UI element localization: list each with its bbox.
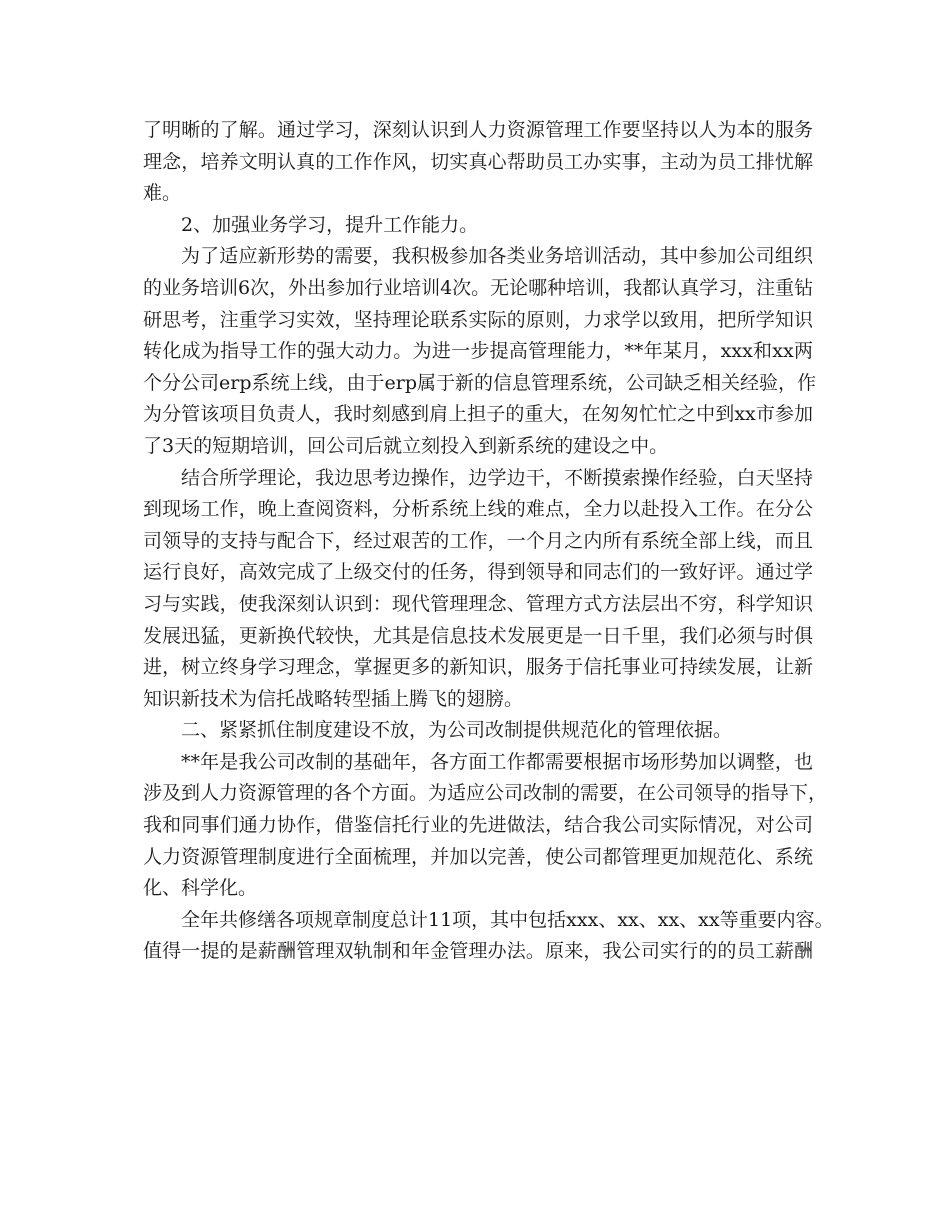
text-line: 到现场工作，晚上查阅资料，分析系统上线的难点，全力以赴投入工作。在分公 (143, 498, 813, 521)
text-line: 涉及到人力资源管理的各个方面。为适应公司改制的需要，在公司领导的指导下， (143, 782, 828, 805)
text-line: 进，树立终身学习理念，掌握更多的新知识，服务于信托事业可持续发展，让新 (143, 656, 813, 679)
text-line: 理念，培养文明认真的工作作风，切实真心帮助员工办实事，主动为员工排忧解 (143, 150, 813, 173)
text-line: 化、科学化。 (143, 877, 258, 900)
text-line: 运行良好，高效完成了上级交付的任务，得到领导和同志们的一致好评。通过学 (143, 561, 813, 584)
text-line: 结合所学理论，我边思考边操作，边学边干，不断摸索操作经验，白天坚持 (181, 466, 813, 489)
text-line: 知识新技术为信托战略转型插上腾飞的翅膀。 (143, 687, 524, 710)
text-line: 我和同事们通力协作，借鉴信托行业的先进做法，结合我公司实际情况，对公司 (143, 814, 813, 837)
section-heading: 二、紧紧抓住制度建设不放，为公司改制提供规范化的管理依据。 (181, 719, 733, 742)
text-line: 为了适应新形势的需要，我积极参加各类业务培训活动，其中参加公司组织 (181, 245, 813, 268)
text-line: 了3天的短期培训，回公司后就立刻投入到新系统的建设之中。 (143, 434, 669, 457)
text-line: 值得一提的是薪酬管理双轨制和年金管理办法。原来，我公司实行的的员工薪酬 (143, 940, 813, 963)
text-line: 转化成为指导工作的强大动力。为进一步提高管理能力，**年某月，xxx和xx两 (143, 340, 813, 363)
text-line: 的业务培训6次，外出参加行业培训4次。无论哪种培训，我都认真学习，注重钻 (143, 276, 814, 299)
text-line: 发展迅猛，更新换代较快，尤其是信息技术发展更是一日千里，我们必须与时俱 (143, 624, 813, 647)
text-line: 个分公司erp系统上线，由于erp属于新的信息管理系统，公司缺乏相关经验，作 (143, 371, 816, 394)
text-line: 研思考，注重学习实效，坚持理论联系实际的原则，力求学以致用，把所学知识 (143, 308, 813, 331)
text-line: 习与实践，使我深刻认识到：现代管理理念、管理方式方法层出不穷，科学知识 (143, 592, 813, 615)
section-heading: 2、加强业务学习，提升工作能力。 (181, 213, 479, 236)
text-line: 司领导的支持与配合下，经过艰苦的工作，一个月之内所有系统全部上线，而且 (143, 529, 813, 552)
text-line: 为分管该项目负责人，我时刻感到肩上担子的重大，在匆匆忙忙之中到xx市参加 (143, 403, 813, 426)
text-line: 全年共修缮各项规章制度总计11项，其中包括xxx、xx、xx、xx等重要内容。 (181, 908, 834, 931)
text-line: 难。 (143, 182, 182, 205)
text-line: 了明晰的了解。通过学习，深刻认识到人力资源管理工作要坚持以人为本的服务 (143, 119, 813, 141)
document-body (143, 115, 834, 968)
text-line: 人力资源管理制度进行全面梳理，并加以完善，使公司都管理更加规范化、系统 (143, 845, 813, 868)
text-line: **年是我公司改制的基础年，各方面工作都需要根据市场形势加以调整，也 (181, 750, 813, 773)
